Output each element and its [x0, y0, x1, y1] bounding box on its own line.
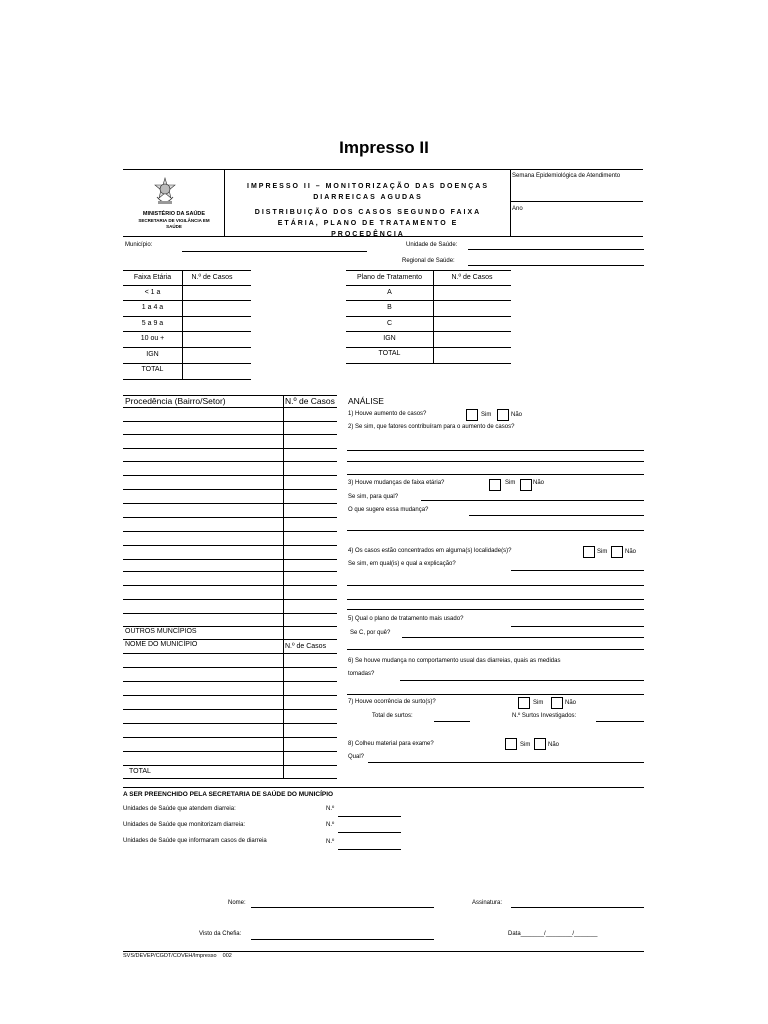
q4-no-checkbox[interactable] [611, 546, 623, 558]
plan-header-cases: N.º de Casos [451, 274, 493, 281]
municipality-name-label: NOME DO MUNICÍPIO [125, 641, 198, 648]
units-monitor-label: Unidades de Saúde que monitorizam diarreia: [123, 822, 246, 828]
q6-label: 6) Se houve mudança no comportamento usual das diarreias, quais as medidas [348, 658, 561, 664]
footer-code: SVS/DEVEP/CGDT/COVEH/Impresso 002 [123, 953, 232, 959]
regional-field[interactable] [468, 265, 644, 266]
q1-no-checkbox[interactable] [497, 409, 509, 421]
plan-row-label: TOTAL [378, 350, 401, 357]
secretariat-label: SECRETARIA DE VIGILÂNCIA EM SAÚDE [138, 218, 210, 229]
units-attend-label: Unidades de Saúde que atendem diarreia: [123, 806, 236, 812]
age-row-label: TOTAL [141, 366, 164, 373]
units-attend-field[interactable] [338, 816, 401, 817]
ministry-label: MINISTÉRIO DA SAÚDE [142, 211, 206, 217]
units-report-field[interactable] [338, 849, 401, 850]
signature-field[interactable] [511, 907, 644, 908]
q1-yes-checkbox[interactable] [466, 409, 478, 421]
age-row-label: 5 a 9 a [141, 320, 164, 327]
plan-row-label: IGN [383, 335, 396, 342]
units-report-label: Unidades de Saúde que informaram casos de diarreia [123, 838, 267, 844]
q7a-label: Total de surtos: [372, 713, 413, 719]
units-monitor-field[interactable] [338, 832, 401, 833]
signature-label: Assinatura: [472, 900, 503, 906]
q1-label: 1) Houve aumento de casos? [348, 411, 427, 417]
q3-no-checkbox[interactable] [520, 479, 532, 491]
age-header-range: Faixa Etária [133, 274, 172, 281]
q8-yes-checkbox[interactable] [505, 738, 517, 750]
municipio-label: Município: [125, 242, 153, 248]
q2-label: 2) Se sim, que fatores contribuíram para o aumento de casos? [348, 424, 515, 430]
origin-header: Procedência (Bairro/Setor) [125, 396, 226, 406]
q7-yes-checkbox[interactable] [518, 697, 530, 709]
unidade-field[interactable] [468, 249, 644, 250]
q5-label: 5) Qual o plano de tratamento mais usado? [348, 616, 464, 622]
municipio-field[interactable] [182, 251, 367, 252]
q7-no-checkbox[interactable] [551, 697, 563, 709]
no-label: N.º [326, 839, 335, 845]
age-row-label: IGN [146, 351, 159, 358]
other-municipalities-label: OUTROS MUNCÍPIOS [125, 628, 197, 635]
origin-header-cases: N.º de Casos [285, 396, 335, 406]
no-label: Não [625, 549, 637, 555]
q4-label: 4) Os casos estão concentrados em alguma(s) localidade(s)? [348, 548, 512, 554]
visto-field[interactable] [251, 939, 434, 940]
year-label: Ano [512, 206, 523, 212]
plan-row-label: A [387, 289, 392, 296]
q3-yes-checkbox[interactable] [489, 479, 501, 491]
name-field[interactable] [251, 907, 434, 908]
no-label: Não [548, 742, 560, 748]
week-label: Semana Epidemiológica de Atendimento [512, 173, 621, 179]
q3a-label: Se sim, para qual? [348, 494, 399, 500]
no-label: Não [511, 412, 523, 418]
q6a-label: tomadas? [348, 671, 375, 677]
q8a-label: Qual? [348, 754, 365, 760]
unidade-label: Unidade de Saúde: [406, 242, 458, 248]
form-title-1: IMPRESSO II – MONITORIZAÇÃO DAS DOENÇAS DIARREICAS AGUDAS [247, 183, 489, 201]
age-row-label: 10 ou + [140, 335, 165, 342]
no-label: Não [533, 480, 545, 486]
yes-label: Sim [597, 549, 608, 555]
q5a-label: Se C, por quê? [350, 630, 391, 636]
secretariat-heading: A SER PREENCHIDO PELA SECRETARIA DE SAÚDE DO MUNICÍPIO [123, 791, 334, 798]
plan-row-label: C [386, 320, 393, 327]
yes-label: Sim [533, 700, 544, 706]
origin-total-label: TOTAL [129, 768, 151, 775]
coat-of-arms-logo [154, 177, 176, 212]
municipality-cases-label: N.º de Casos [285, 643, 327, 650]
q4-yes-checkbox[interactable] [583, 546, 595, 558]
yes-label: Sim [481, 412, 492, 418]
visto-label: Visto da Chefia: [199, 931, 242, 937]
age-header-cases: N.º de Casos [191, 274, 233, 281]
q8-label: 8) Colheu material para exame? [348, 741, 434, 747]
plan-header: Plano de Tratamento [357, 274, 422, 281]
q3b-label: O que sugere essa mudança? [348, 507, 429, 513]
analysis-heading: ANÁLISE [348, 396, 384, 406]
no-label: N.º [326, 822, 335, 828]
q7b-label: N.º Surtos Investigados: [512, 713, 577, 719]
no-label: N.º [326, 806, 335, 812]
page-title: Impresso II [339, 138, 429, 157]
q4a-label: Se sim, em qual(is) e qual a explicação? [348, 561, 456, 567]
yes-label: Sim [505, 480, 516, 486]
date-field[interactable]: Data_______/________/_______ [508, 931, 598, 937]
yes-label: Sim [520, 742, 531, 748]
no-label: Não [565, 700, 577, 706]
name-label: Nome: [228, 900, 246, 906]
q8-no-checkbox[interactable] [534, 738, 546, 750]
form-title-2: DISTRIBUIÇÃO DOS CASOS SEGUNDO FAIXA ETÁRIA, PLANO DE TRATAMENTO E PROCEDÊNCIA [254, 209, 482, 238]
q7-label: 7) Houve ocorrência de surto(s)? [348, 699, 436, 705]
regional-label: Regional de Saúde: [402, 258, 455, 264]
age-row-label: < 1 a [144, 289, 161, 296]
plan-row-label: B [387, 304, 392, 311]
age-row-label: 1 a 4 a [141, 304, 164, 311]
q3-label: 3) Houve mudanças de faixa etária? [348, 480, 445, 486]
